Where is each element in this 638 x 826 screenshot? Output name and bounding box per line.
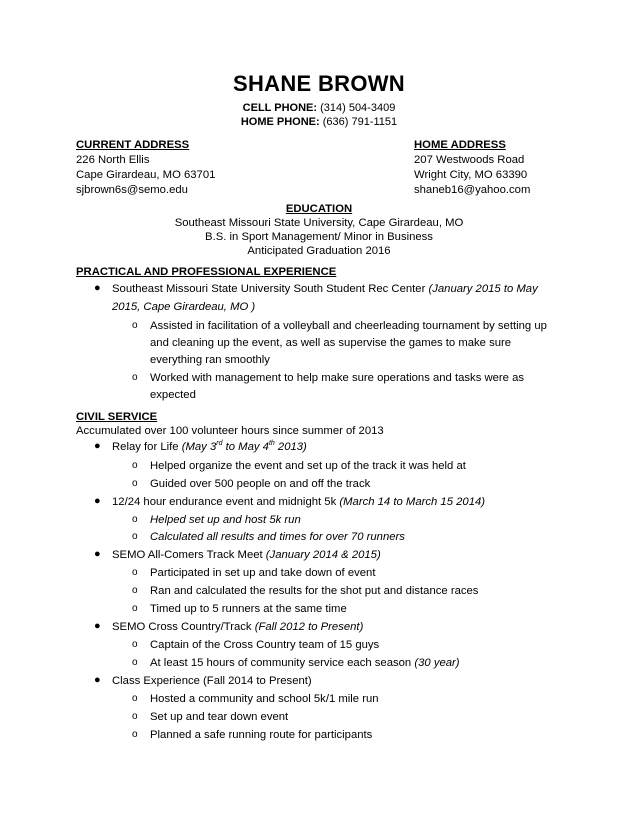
- circle-bullet-icon: o: [132, 478, 138, 489]
- civil-summary: Accumulated over 100 volunteer hours since summer of 2013: [76, 425, 384, 437]
- cell-phone: CELL PHONE: (314) 504-3409: [242, 102, 396, 114]
- relay-detail-2: o Guided over 500 people on and off the track: [132, 478, 371, 490]
- circle-bullet-icon: o: [132, 639, 138, 650]
- bullet-icon: ●: [94, 495, 101, 507]
- experience-detail-2: o Worked with management to help make sure operations and tasks were as: [132, 372, 525, 384]
- current-address-heading: CURRENT ADDRESS: [76, 139, 190, 151]
- semo-meet-detail-1: o Participated in set up and take down of event: [132, 567, 376, 579]
- circle-bullet-icon: o: [132, 729, 138, 740]
- endurance-detail-1: o Helped set up and host 5k run: [132, 514, 301, 526]
- current-email[interactable]: sjbrown6s@semo.edu: [76, 184, 188, 196]
- endurance-detail-2: o Calculated all results and times for over 70 runners: [132, 531, 405, 543]
- experience-job: ● Southeast Missouri State University South Student Rec Center (January 2015 to May: [94, 282, 538, 295]
- current-address-block: [76, 138, 215, 198]
- circle-bullet-icon: o: [132, 585, 138, 596]
- education-heading: EDUCATION: [285, 203, 353, 215]
- bullet-icon: ●: [94, 282, 101, 294]
- relay-item: ● Relay for Life (May 3rd to May 4th 2013): [94, 440, 307, 453]
- experience-heading: PRACTICAL AND PROFESSIONAL EXPERIENCE: [76, 266, 337, 278]
- home-address-line2: Wright City, MO 63390: [414, 169, 528, 181]
- class-detail-1: o Hosted a community and school 5k/1 mile run: [132, 693, 379, 705]
- current-address-line1: 226 North Ellis: [76, 154, 150, 166]
- home-phone: HOME PHONE: (636) 791-1151: [240, 116, 398, 128]
- semo-meet-detail-3: o Timed up to 5 runners at the same time: [132, 603, 347, 615]
- circle-bullet-icon: o: [132, 657, 138, 668]
- applicant-name: SHANE BROWN: [233, 71, 405, 96]
- home-address-block: [414, 138, 530, 198]
- bullet-icon: ●: [94, 620, 101, 632]
- bullet-icon: ●: [94, 674, 101, 686]
- home-address-line1: 207 Westwoods Road: [414, 154, 525, 166]
- semo-meet-item: ● SEMO All-Comers Track Meet (January 2014 & 2015): [94, 548, 381, 561]
- class-detail-3: o Planned a safe running route for participants: [132, 729, 373, 741]
- bullet-icon: ●: [94, 440, 101, 452]
- circle-bullet-icon: o: [132, 514, 138, 525]
- education-school: Southeast Missouri State University, Cape Girardeau, MO: [174, 217, 464, 229]
- experience-job-cont: 2015, Cape Girardeau, MO ): [112, 301, 256, 313]
- circle-bullet-icon: o: [132, 372, 138, 383]
- experience-detail-2-cont: expected: [150, 389, 196, 401]
- experience-detail-1-cont: and cleaning up the event, as well as supervise the games to make sure: [150, 337, 512, 349]
- circle-bullet-icon: o: [132, 531, 138, 542]
- circle-bullet-icon: o: [132, 460, 138, 471]
- xc-detail-2: o At least 15 hours of community service each season (30 year): [132, 657, 460, 669]
- current-address-line2: Cape Girardeau, MO 63701: [76, 169, 216, 181]
- experience-detail-1: o Assisted in facilitation of a volleyball and cheerleading tournament by setting up: [132, 320, 547, 332]
- circle-bullet-icon: o: [132, 693, 138, 704]
- home-email[interactable]: shaneb16@yahoo.com: [414, 184, 531, 196]
- class-detail-2: o Set up and tear down event: [132, 711, 289, 723]
- relay-detail-1: o Helped organize the event and set up of the track it was held at: [132, 460, 466, 472]
- education-graduation: Anticipated Graduation 2016: [247, 245, 391, 257]
- semo-meet-detail-2: o Ran and calculated the results for the shot put and distance races: [132, 585, 479, 597]
- class-item: ● Class Experience (Fall 2014 to Present): [94, 674, 312, 687]
- circle-bullet-icon: o: [132, 603, 138, 614]
- xc-detail-1: o Captain of the Cross Country team of 15 guys: [132, 639, 380, 651]
- education-degree: B.S. in Sport Management/ Minor in Business: [205, 231, 433, 243]
- experience-detail-1-cont2: everything ran smoothly: [150, 354, 270, 366]
- home-address-heading: HOME ADDRESS: [414, 139, 506, 151]
- xc-item: ● SEMO Cross Country/Track (Fall 2012 to Present): [94, 620, 364, 633]
- endurance-item: ● 12/24 hour endurance event and midnight 5k (March 14 to March 15 2014): [94, 495, 486, 508]
- bullet-icon: ●: [94, 548, 101, 560]
- circle-bullet-icon: o: [132, 711, 138, 722]
- circle-bullet-icon: o: [132, 567, 138, 578]
- civil-heading: CIVIL SERVICE: [76, 411, 158, 423]
- circle-bullet-icon: o: [132, 320, 138, 331]
